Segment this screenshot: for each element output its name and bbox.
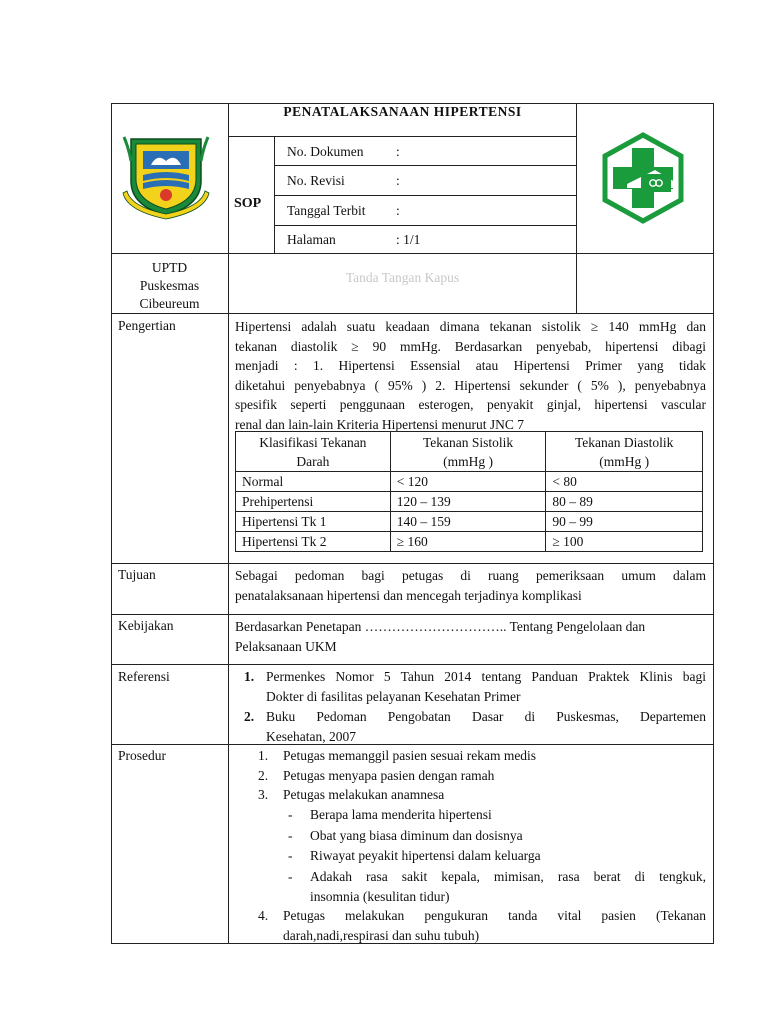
rule-tujuan-bottom <box>111 614 714 615</box>
rule-left <box>111 103 112 944</box>
table-header-cell <box>546 432 703 472</box>
table-cell: Hipertensi Tk 2 <box>236 532 391 552</box>
referensi-item <box>266 667 706 706</box>
anamnesa-dash: - <box>288 848 293 863</box>
table-cell: Prehipertensi <box>236 492 391 512</box>
referensi-line: Permenkes Nomor 5 Tahun 2014 tentang Panduan Praktek Klinis bagi <box>266 669 706 684</box>
pengertian-line: menjadi : 1. Hipertensi Essensial atau Hipertensi Primer yang tidak <box>235 358 706 373</box>
prosedur-step-text: Petugas melakukan anamnesa <box>283 787 445 802</box>
table-cell: Normal <box>236 472 391 492</box>
referensi-item <box>266 707 706 746</box>
puskesmas-logo <box>597 132 689 224</box>
table-cell: 90 – 99 <box>546 512 703 532</box>
table-header-cell <box>236 432 391 472</box>
unit-line-2: Puskesmas <box>139 278 200 293</box>
anamnesa-item <box>310 867 706 906</box>
pengertian-line: Hipertensi adalah suatu keadaan dimana tekanan sistolik ≥ 140 mmHg dan <box>235 319 706 334</box>
label-kebijakan: Kebijakan <box>118 618 174 633</box>
table-cell: 140 – 159 <box>390 512 546 532</box>
referensi-line: Dokter di fasilitas pelayanan Kesehatan Primer <box>266 688 521 704</box>
prosedur-step-number: 2. <box>258 768 269 783</box>
table-cell: < 120 <box>390 472 546 492</box>
table-cell: Hipertensi Tk 1 <box>236 512 391 532</box>
referensi-line: Buku Pedoman Pengobatan Dasar di Puskesmas, Departemen <box>266 709 706 724</box>
table-row <box>236 512 703 532</box>
field-label-tanggal-terbit: Tanggal Terbit <box>287 203 366 218</box>
table-cell: 80 – 89 <box>546 492 703 512</box>
anamnesa-dash: - <box>288 828 293 843</box>
prosedur-step-text <box>283 906 706 945</box>
pengertian-line: diketahui penyebabnya ( 95% ) 2. Hipertensi sekunder ( 5% ), penyebabnya <box>235 377 706 393</box>
unit-line-1: UPTD <box>151 260 188 275</box>
anamnesa-item: Riwayat peyakit hipertensi dalam keluarga <box>310 848 541 863</box>
table-row <box>236 492 703 512</box>
hypertension-classification-table <box>235 431 703 552</box>
anamnesa-line: Adakah rasa sakit kepala, mimisan, rasa berat di tengkuk, <box>310 869 706 884</box>
prosedur-step-number: 4. <box>258 908 269 923</box>
header-text: Klasifikasi Tekanan <box>259 435 367 450</box>
label-pengertian: Pengertian <box>118 318 176 333</box>
anamnesa-dash: - <box>288 869 293 884</box>
regency-crest-logo <box>121 131 211 223</box>
field-label-no-dokumen: No. Dokumen <box>287 144 364 159</box>
label-referensi: Referensi <box>118 669 170 684</box>
field-label-halaman: Halaman <box>287 232 336 247</box>
table-cell: 120 – 139 <box>390 492 546 512</box>
field-value-tanggal-terbit: : <box>396 203 400 218</box>
tujuan-line: Sebagai pedoman bagi petugas di ruang pemeriksaan umum dalam <box>235 568 706 583</box>
rule-field-1 <box>274 165 577 166</box>
table-cell: ≥ 100 <box>546 532 703 552</box>
header-text: Darah <box>296 454 330 469</box>
prosedur-step-text: Petugas memanggil pasien sesuai rekam medis <box>283 748 537 763</box>
pengertian-line: renal dan lain-lain Kriteria Hipertensi menurut JNC 7 <box>235 416 525 432</box>
header-text: (mmHg ) <box>599 454 650 469</box>
rule-label-col <box>228 103 229 944</box>
sop-label: SOP <box>234 196 262 211</box>
prosedur-step-text: Petugas menyapa pasien dengan ramah <box>283 768 495 783</box>
pengertian-line: spesifik seperti penggunaan esterogen, penyakit ginjal, hipertensi vascular <box>235 397 706 412</box>
header-text: Tekanan Sistolik <box>422 435 514 450</box>
signature-placeholder: Tanda Tangan Kapus <box>345 270 460 285</box>
prosedur-step-number: 1. <box>258 748 269 763</box>
rule-title-bottom <box>228 136 577 137</box>
kebijakan-line: Pelaksanaan UKM <box>235 638 337 654</box>
field-value-halaman: : 1/1 <box>396 232 421 247</box>
label-tujuan: Tujuan <box>118 567 156 582</box>
anamnesa-item: Berapa lama menderita hipertensi <box>310 807 492 822</box>
prosedur-step-line: darah,nadi,respirasi dan suhu tubuh) <box>283 927 480 943</box>
prosedur-step-number: 3. <box>258 787 269 802</box>
field-value-no-dokumen: : <box>396 144 400 159</box>
rule-sop-col <box>274 136 275 254</box>
table-row <box>236 472 703 492</box>
table-cell: ≥ 160 <box>390 532 546 552</box>
pengertian-text <box>235 317 706 434</box>
anamnesa-line: insomnia (kesulitan tidur) <box>310 888 450 904</box>
tujuan-text <box>235 566 706 605</box>
rule-right <box>713 103 714 944</box>
prosedur-step-line: Petugas melakukan pengukuran tanda vital pasien (Tekanan <box>283 908 706 923</box>
referensi-line: Kesehatan, 2007 <box>266 728 356 744</box>
table-header-row <box>236 432 703 472</box>
rule-pengertian-bottom <box>111 563 714 564</box>
pengertian-line: tekanan diastolik ≥ 90 mmHg. Berdasarkan penyebab, hipertensi dibagi <box>235 338 706 354</box>
table-header-cell <box>390 432 546 472</box>
table-row <box>236 532 703 552</box>
referensi-number: 1. <box>244 669 255 684</box>
field-label-no-revisi: No. Revisi <box>287 173 345 188</box>
field-value-no-revisi: : <box>396 173 400 188</box>
tujuan-line: penatalaksanaan hipertensi dan mencegah terjadinya komplikasi <box>235 587 582 603</box>
document-title: PENATALAKSANAAN HIPERTENSI <box>283 104 522 119</box>
anamnesa-dash: - <box>288 807 293 822</box>
table-cell: < 80 <box>546 472 703 492</box>
rule-header-bottom <box>111 253 714 254</box>
rule-kebijakan-bottom <box>111 664 714 665</box>
rule-field-3 <box>274 225 577 226</box>
referensi-number: 2. <box>244 709 255 724</box>
header-text: (mmHg ) <box>443 454 493 469</box>
label-prosedur: Prosedur <box>118 748 166 763</box>
kebijakan-line: Berdasarkan Penetapan ………………………….. Tentang Pengelolaan dan <box>235 619 646 634</box>
kebijakan-text <box>235 617 706 656</box>
header-text: Tekanan Diastolik <box>574 435 674 450</box>
unit-line-3: Cibeureum <box>139 296 200 311</box>
rule-field-2 <box>274 195 577 196</box>
anamnesa-item: Obat yang biasa diminum dan dosisnya <box>310 828 523 843</box>
